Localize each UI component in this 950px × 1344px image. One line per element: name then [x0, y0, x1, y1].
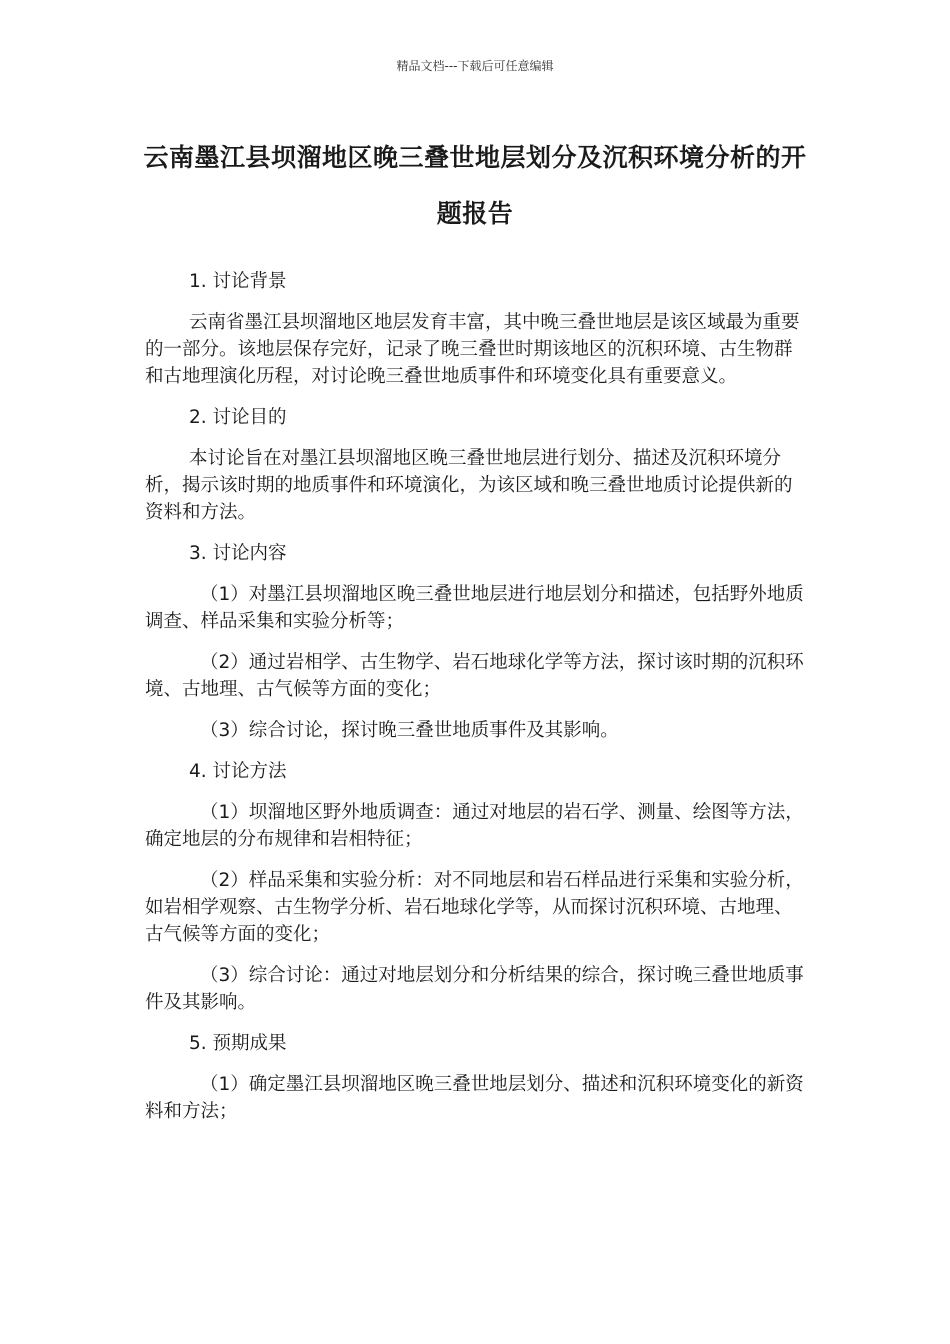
- list-item: （1）坝溜地区野外地质调查：通过对地层的岩石学、测量、绘图等方法，确定地层的分布规律和岩相特征；: [145, 802, 804, 850]
- section-heading-purpose: 2. 讨论目的: [189, 407, 287, 428]
- list-item: （1）确定墨江县坝溜地区晚三叠世地层划分、描述和沉积环境变化的新资料和方法；: [145, 1074, 804, 1122]
- document-title: 云南墨江县坝溜地区晚三叠世地层划分及沉积环境分析的开题报告: [143, 143, 807, 228]
- header-note: 精品文档---下载后可任意编辑: [396, 59, 554, 73]
- list-item: （2）样品采集和实验分析：对不同地层和岩石样品进行采集和实验分析，如岩相学观察、古生物学分析、岩石地球化学等，从而探讨沉积环境、古地理、古气候等方面的变化；: [145, 870, 804, 945]
- section-paragraph-background: 云南省墨江县坝溜地区地层发育丰富，其中晚三叠世地层是该区域最为重要的一部分。该地层保存完好，记录了晚三叠世时期该地区的沉积环境、古生物群和古地理演化历程，对讨论晚三叠世地质事件和环境变化具有重要意义。: [145, 312, 800, 387]
- section-heading-methods: 4. 讨论方法: [189, 761, 287, 782]
- section-paragraph-purpose: 本讨论旨在对墨江县坝溜地区晚三叠世地层进行划分、描述及沉积环境分析，揭示该时期的地质事件和环境演化，为该区域和晚三叠世地质讨论提供新的资料和方法。: [145, 448, 793, 523]
- list-item: （3）综合讨论：通过对地层划分和分析结果的综合，探讨晚三叠世地质事件及其影响。: [145, 965, 804, 1013]
- document-body: [145, 268, 807, 1139]
- list-item: （2）通过岩相学、古生物学、岩石地球化学等方法，探讨该时期的沉积环境、古地理、古气候等方面的变化；: [145, 652, 804, 700]
- section-heading-expected-results: 5. 预期成果: [189, 1033, 287, 1054]
- section-heading-background: 1. 讨论背景: [189, 271, 287, 292]
- section-heading-content: 3. 讨论内容: [189, 543, 287, 564]
- list-item: （3）综合讨论，探讨晚三叠世地质事件及其影响。: [200, 720, 619, 741]
- list-item: （1）对墨江县坝溜地区晚三叠世地层进行地层划分和描述，包括野外地质调查、样品采集和实验分析等；: [145, 584, 804, 632]
